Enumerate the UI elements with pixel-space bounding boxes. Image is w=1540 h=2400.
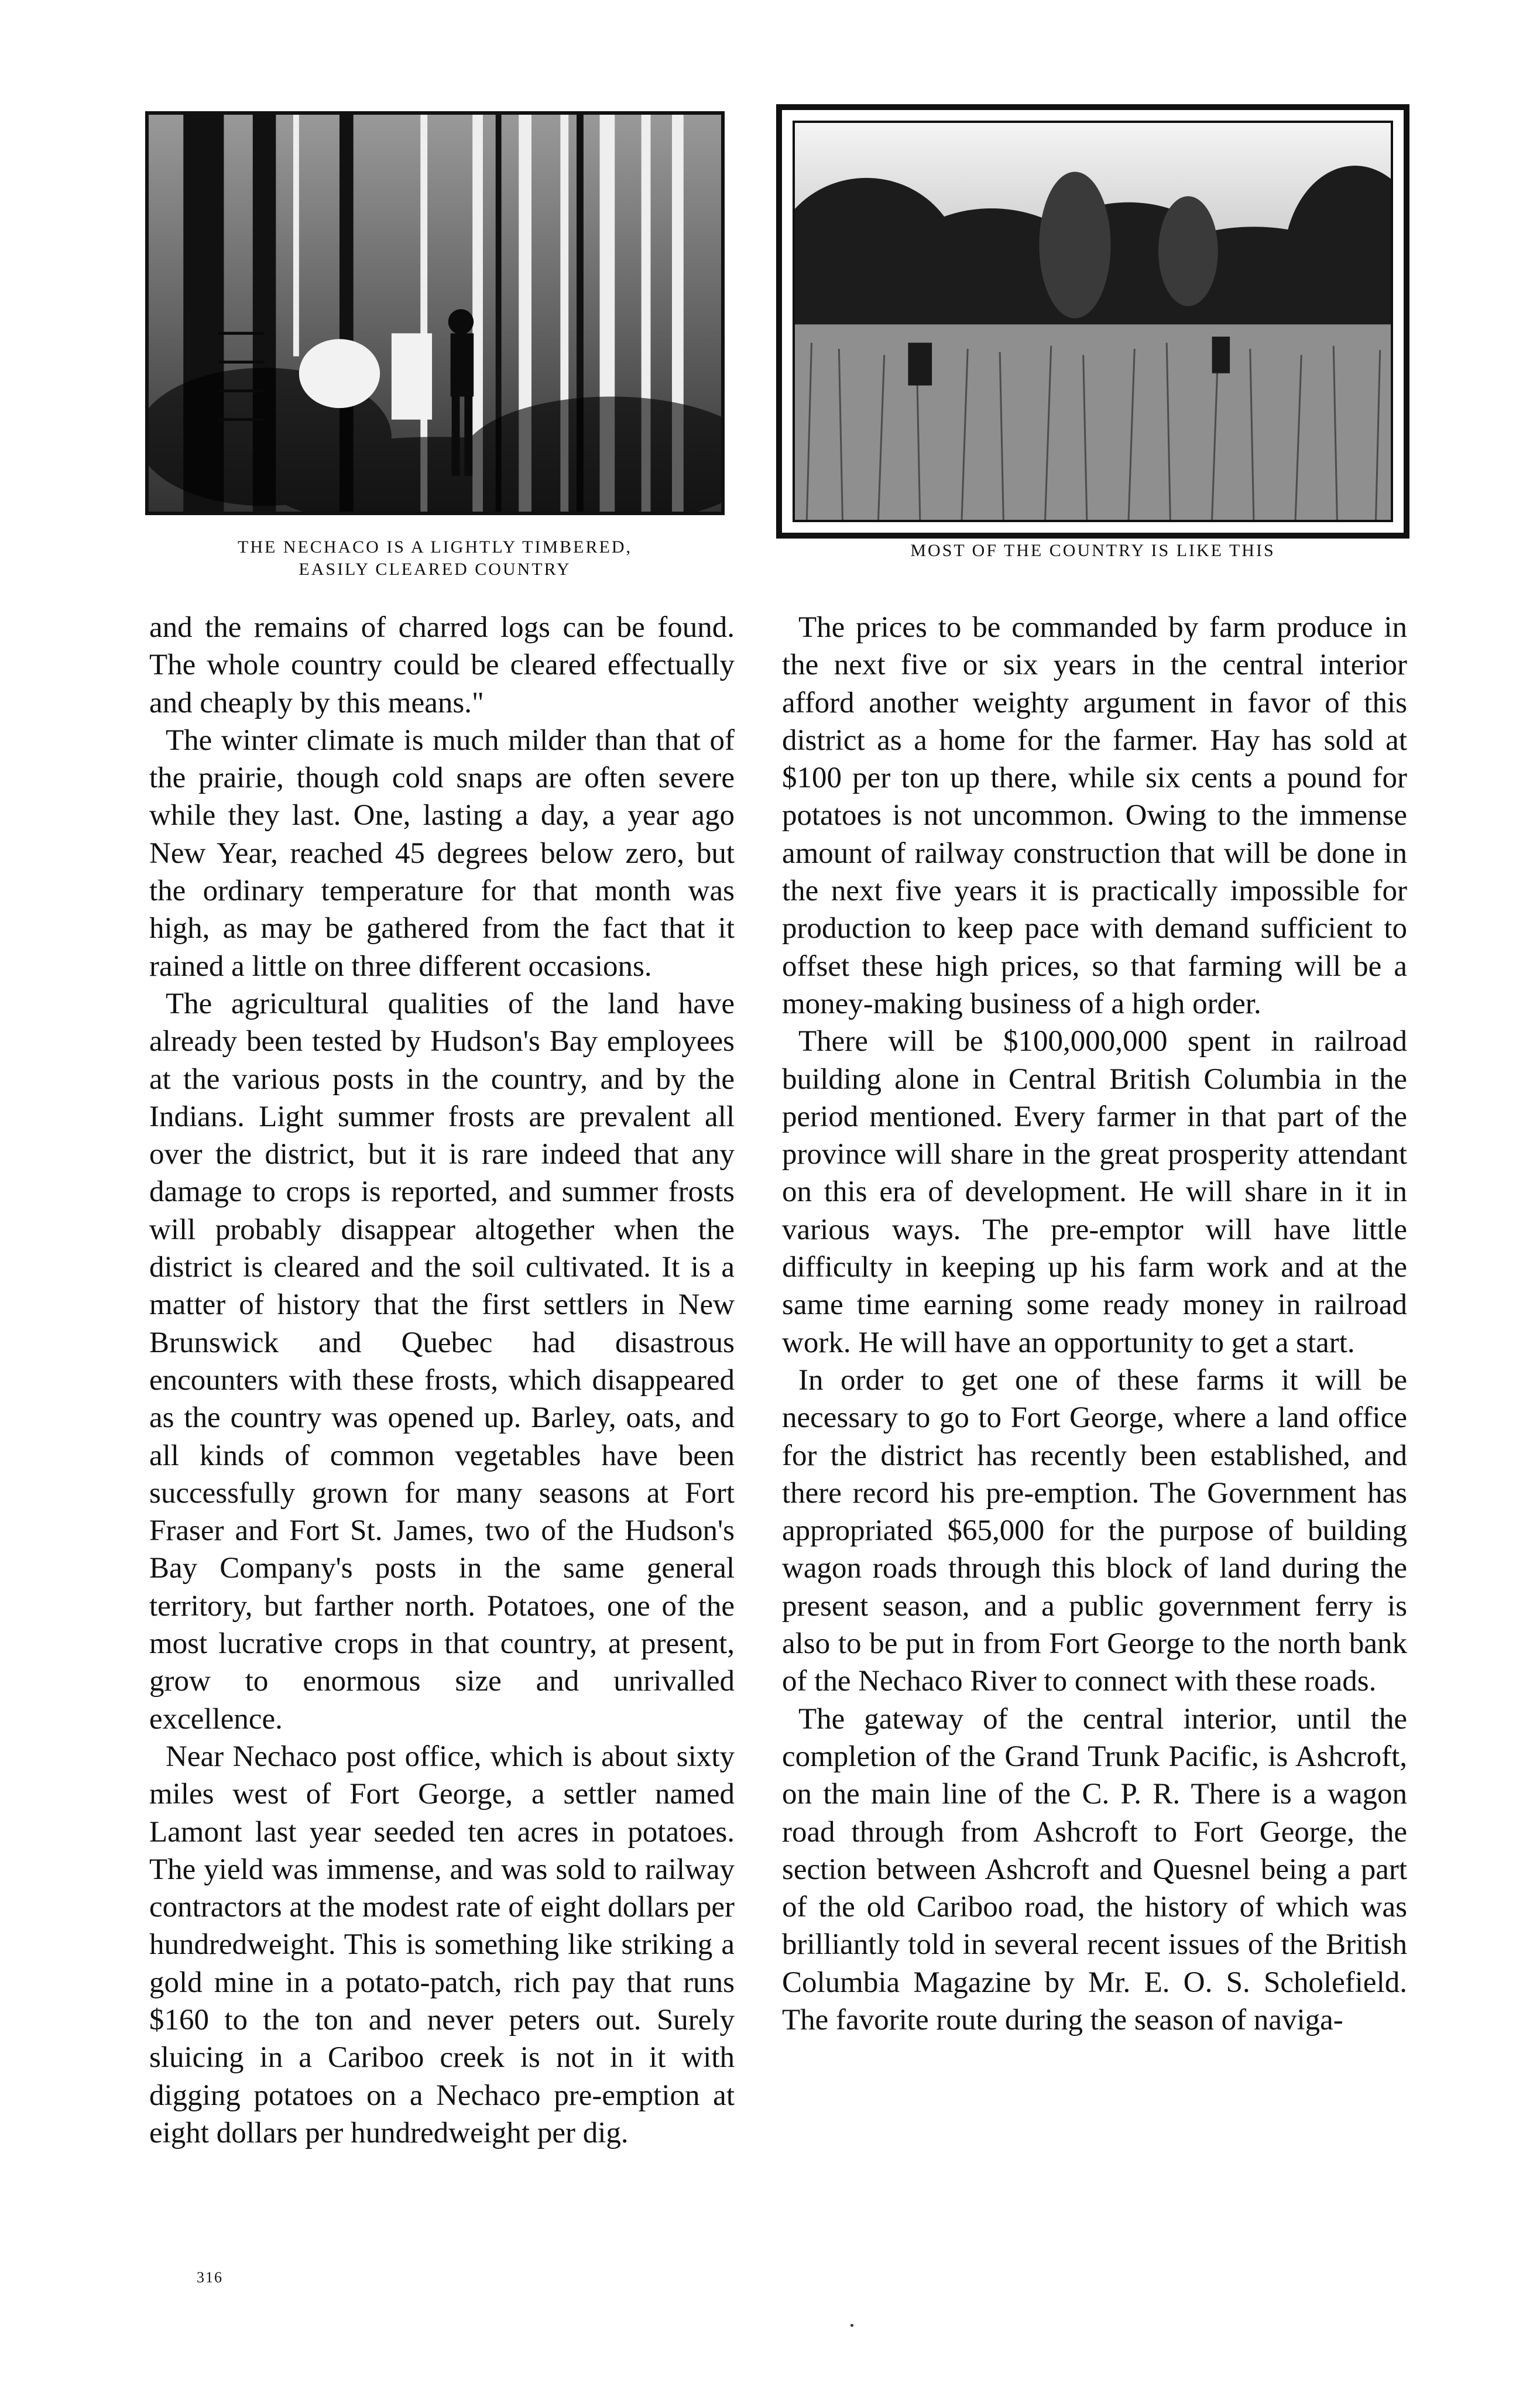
left-text-column <box>149 609 735 2152</box>
caption-line: EASILY CLEARED COUNTRY <box>299 560 571 579</box>
paragraph: The agricultural qualities of the land have already been tested by Hudson's Bay employees at the various posts in the country, and by the Indians. Light summer frosts are prevalent all over the district, but it is rare indeed that any damage to crops is reported, and summer frosts will probably disappear altogether when the district is cleared and the soil cultivated. It is a matter of history that the first settlers in New Brunswick and Quebec had disastrous encounters with these frosts, which disappeared as the country was opened up. Barley, oats, and all kinds of common vegetables have been successfully grown for many seasons at Fort Fraser and Fort St. James, two of the Hudson's Bay Company's posts in the same general territory, but farther north. Potatoes, one of the most lucrative crops in that country, at present, grow to enormous size and unrivalled excellence. <box>149 987 735 1736</box>
photo-forest-with-man <box>145 111 725 515</box>
paragraph: Near Nechaco post office, which is about sixty miles west of Fort George, a settler named Lamont last year seeded ten acres in potatoes. The yield was immense, and was sold to railway contractors at the modest rate of eight dollars per hundredweight. This is something like striking a gold mine in a potato-patch, rich pay that runs $160 to the ton and never peters out. Surely sluicing in a Cariboo creek is not in it with digging potatoes on a Nechaco pre-emption at eight dollars per hundredweight per dig. <box>149 1740 735 2149</box>
paragraph: In order to get one of these farms it will be necessary to go to Fort George, where a land office for the district has recently been established, and there record his pre-emption. The Government has appropriated $65,000 for the purpose of building wagon roads through this block of land during the present season, and a public government ferry is also to be put in from Fort George to the north bank of the Nechaco River to connect with these roads. <box>782 1363 1407 1698</box>
paragraph: The winter climate is much milder than that of the prairie, though cold snaps are often severe while they last. One, lasting a day, a year ago New Year, reached 45 degrees below zero, but the ordinary temperature for that month was high, as may be gathered from the fact that it rained a little on three different occasions. <box>149 724 735 983</box>
photo-meadow-with-trees <box>776 104 1409 539</box>
figure-caption-left <box>145 536 725 581</box>
caption-line: MOST OF THE COUNTRY IS LIKE THIS <box>910 541 1275 560</box>
paragraph: The gateway of the central interior, until the completion of the Grand Trunk Pacific, is Ashcroft, on the main line of the C. P. R. There is a wagon road through from Ashcroft to Fort George, the section between Ashcroft and Quesnel being a part of the old Cariboo road, the history of which was brilliantly told in several recent issues of the British Columbia Magazine by Mr. E. O. S. Scholefield. The favorite route during the season of naviga- <box>782 1702 1407 2036</box>
right-text-column <box>782 609 1407 2039</box>
paragraph: The prices to be commanded by farm produce in the next five or six years in the central interior afford another weighty argument in favor of this district as a home for the farmer. Hay has sold at $100 per ton up there, while six cents a pound for potatoes is not uncommon. Owing to the immense amount of railway construction that will be done in the next five years it is practically impossible for production to keep pace with demand sufficient to offset these high prices, so that farming will be a money-making business of a high order. <box>782 611 1407 1020</box>
paragraph: There will be $100,000,000 spent in railroad building alone in Central British Columbia in the period mentioned. Every farmer in that part of the province will share in the great prosperity attendant on this era of development. He will share in it in various ways. The pre-emptor will have little difficulty in keeping up his farm work and at the same time earning some ready money in railroad work. He will have an opportunity to get a start. <box>782 1025 1407 1359</box>
caption-line: THE NECHACO IS A LIGHTLY TIMBERED, <box>238 537 632 557</box>
print-speck <box>850 2324 853 2327</box>
paragraph: and the remains of charred logs can be found. The whole country could be cleared effectually and cheaply by this means." <box>149 611 735 719</box>
figure-caption-right <box>776 540 1409 562</box>
page-number: 316 <box>197 2269 223 2286</box>
